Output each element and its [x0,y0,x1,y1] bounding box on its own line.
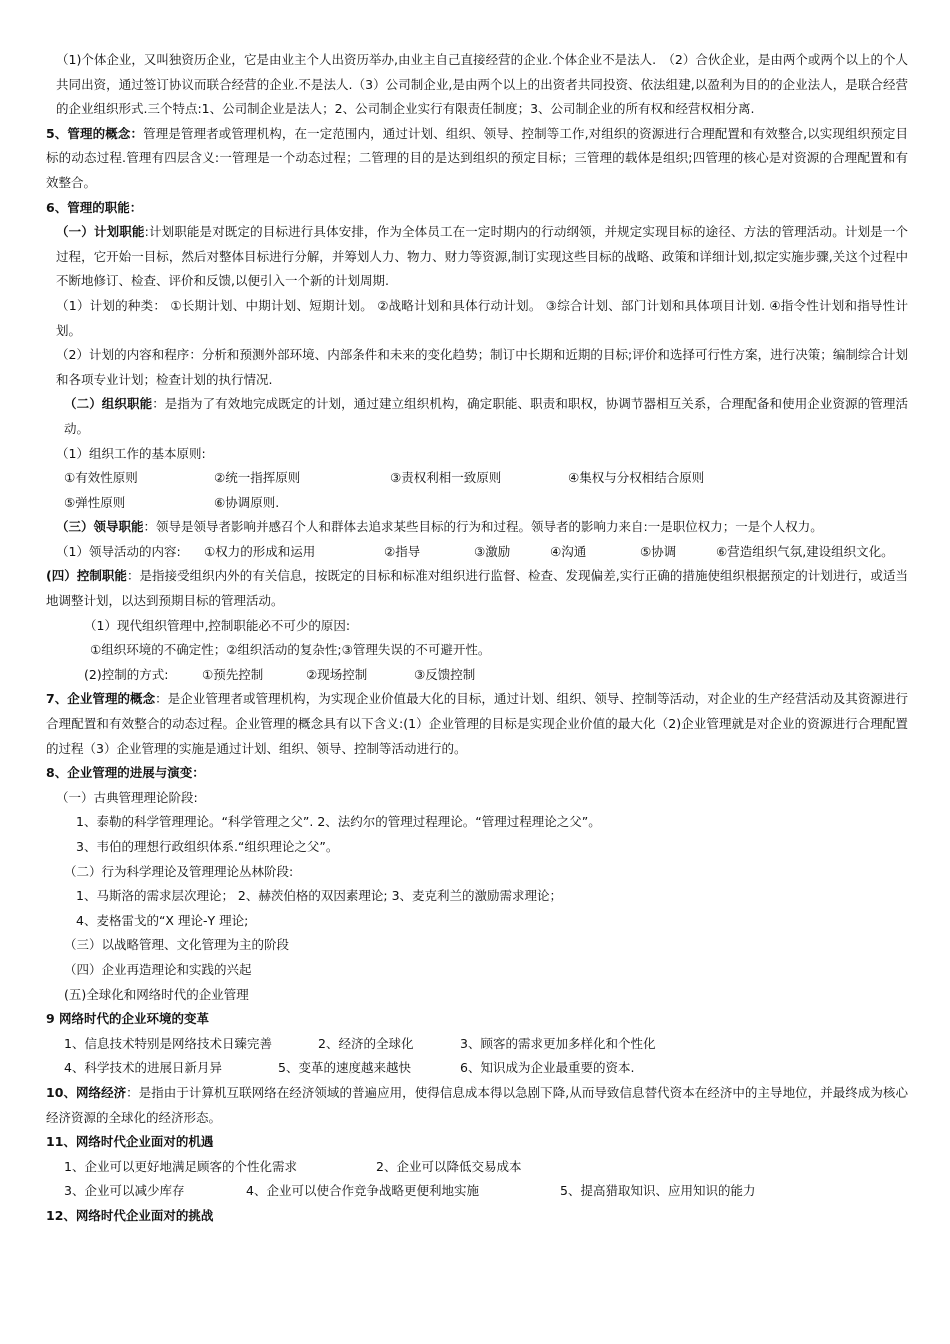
plan-function-body: :计划职能是对既定的目标进行具体安排，作为全体员工在一定时期内的行动纲领，并规定实现目标的途径、方法的管理活动。计划是一个过程，它开始一目标，然后对整体目标进行分解，并筹划人力、物力、财力等资源,制订实现这些目标的战略、政策和详细计划,拟定实施步骤,关这个过程中不断地修订、检查、评价和反馈,以便引入一个新的计划周期. [56,224,908,289]
control-function-heading: (四）控制职能 [46,568,127,584]
control-function [46,564,908,613]
org-function [46,392,908,441]
section-10-body: ：是指由于计算机互联网络在经济领域的普遍应用，使得信息成本得以急剧下降,从而导致信息替代资本在经济中的主导地位，并最终成为核心经济资源的全球化的经济形态。 [46,1084,908,1125]
section-5-heading: 5、管理的概念： [46,125,144,141]
org-principle-item: ①有效性原则 [64,470,138,486]
paragraph-enterprise-types: （1)个体企业，又叫独资历企业，它是由业主个人出资历举办,由业主自己直接经营的企业.个体企业不是法人. （2）合伙企业，是由两个或两个以上的个人共同出资，通过签订协议而联合经营的企业.不是法人.（3）公司制企业,是由两个以上的出资者共同投资、依法组建,以盈利为目的的企业法人，是联合经营的企业组织形式.三个特点:1、公司制企业是法人；2、公司制企业实行有限责任制度；3、公司制企业的所有权和经营权相分离. [56,52,908,117]
control-modes-title: (2)控制的方式: [84,666,169,682]
section-11-item: 5、提高猎取知识、应用知识的能力 [560,1183,756,1199]
org-principle-item: ④集权与分权相结合原则 [568,470,705,486]
control-reason-title: （1）现代组织管理中,控制职能必不可少的原因: [84,617,351,633]
org-principle-item: ③责权利相一致原则 [390,470,502,486]
org-principle-item: ⑥协调原则. [214,494,280,510]
lead-content-item: ②指导 [384,543,421,559]
section-8-line: 4、麦格雷戈的“X 理论-Y 理论; [76,912,249,928]
control-reasons: ①组织环境的不确定性；②组织活动的复杂性;③管理失误的不可避开性。 [90,642,491,658]
section-11-row-2 [46,1179,908,1204]
document-body [46,48,908,1229]
section-8-line: （一）古典管理理论阶段: [56,789,198,805]
section-8-line: 3、韦伯的理想行政组织体系.“组织理论之父”。 [76,839,339,854]
section-8-line: （二）行为科学理论及管理理论丛林阶段: [64,863,294,879]
org-function-heading: （二）组织职能 [64,396,153,412]
section-8-line: 1、马斯洛的需求层次理论； 2、赫茨伯格的双因素理论; 3、麦克利兰的激励需求理论； [76,888,563,904]
section-9-item: 2、经济的全球化 [318,1035,414,1051]
section-9-item: 6、知识成为企业最重要的资本. [460,1060,635,1076]
section-5 [46,122,908,196]
section-7-heading: 7、企业管理的概念 [46,691,156,707]
plan-kinds: （1）计划的种类： ①长期计划、中期计划、短期计划。 ②战略计划和具体行动计划。 ③综合计划、部门计划和具体项目计划. ④指令性计划和指导性计划。 [56,297,908,338]
control-modes-row [46,663,908,688]
section-8-line: (五)全球化和网络时代的企业管理 [64,986,249,1002]
lead-content-item: ③激励 [474,543,511,559]
section-8-line: （四）企业再造理论和实践的兴起 [64,961,252,977]
lead-content-item: ⑤协调 [640,543,677,559]
control-mode-item: ③反馈控制 [414,666,476,682]
lead-function-heading: （三）领导职能 [56,519,144,535]
plan-function-heading: （一）计划职能 [56,224,145,240]
lead-content-item: ①权力的形成和运用 [204,543,316,559]
lead-function-body: ：领导是领导者影响并感召个人和群体去追求某些目标的行为和过程。领导者的影响力来自:一是职位权力；一是个人权力。 [143,519,823,535]
section-11-row-1 [46,1155,908,1180]
control-mode-item: ①预先控制 [202,666,264,682]
org-function-body: ：是指为了有效地完成既定的计划，通过建立组织机构，确定职能、职责和职权，协调节器相互关系，合理配备和使用企业资源的管理活动。 [64,396,908,436]
section-11-item: 2、企业可以降低交易成本 [376,1158,522,1174]
org-principle-item: ⑤弹性原则 [64,494,126,510]
section-7-body: ：是企业管理者或管理机构，为实现企业价值最大化的目标，通过计划、组织、领导、控制等活动，对企业的生产经营活动及其资源进行合理配置和有效整合的动态过程。企业管理的概念具有以下含义:(1）企业管理的目标是实现企业价值的最大化（2)企业管理就是对企业的资源进行合理配置的过程（3）企业管理的实施是通过计划、组织、领导、控制等活动进行的。 [46,691,908,756]
section-11-item: 1、企业可以更好地满足顾客的个性化需求 [64,1158,297,1174]
section-9-row-1 [46,1032,908,1057]
section-9-item: 3、顾客的需求更加多样化和个性化 [460,1035,656,1051]
org-principle-item: ②统一指挥原则 [214,470,301,486]
section-12-heading: 12、网络时代企业面对的挑战 [46,1207,214,1223]
section-9-item: 5、变革的速度越来越快 [278,1060,411,1076]
lead-content-row [46,540,908,565]
org-principles-row-2 [46,491,908,516]
section-8-line: （三）以战略管理、文化管理为主的阶段 [64,937,290,953]
org-principles-row-1 [46,466,908,491]
section-9-heading: 9 网络时代的企业环境的变革 [46,1011,210,1027]
section-10 [46,1081,908,1130]
section-9-row-2 [46,1056,908,1081]
plan-content: （2）计划的内容和程序：分析和预测外部环境、内部条件和未来的变化趋势；制订中长期和近期的目标;评价和选择可行性方案，进行决策；编制综合计划和各项专业计划；检查计划的执行情况. [56,347,908,387]
section-11-heading: 11、网络时代企业面对的机遇 [46,1134,214,1150]
org-principles-title: （1）组织工作的基本原则: [56,445,206,461]
section-6-heading: 6、管理的职能： [46,199,143,215]
section-11-item: 4、企业可以使合作竞争战略更便利地实施 [246,1183,479,1199]
lead-content-item: ⑥营造组织气氛,建设组织文化。 [716,543,894,559]
section-9-item: 4、科学技术的进展日新月异 [64,1060,222,1076]
lead-function [46,515,908,540]
lead-content-item: ④沟通 [550,543,587,559]
section-10-heading: 10、网络经济 [46,1084,127,1100]
section-9-item: 1、信息技术特别是网络技术日臻完善 [64,1035,272,1051]
section-8-heading: 8、企业管理的进展与演变： [46,765,205,781]
control-mode-item: ②现场控制 [306,666,368,682]
section-5-body: 管理是管理者或管理机构，在一定范围内，通过计划、组织、领导、控制等工作,对组织的资源进行合理配置和有效整合,以实现组织预定目标的动态过程.管理有四层含义:一管理是一个动态过程；二管理的目的是达到组织的预定目标；三管理的载体是组织;四管理的核心是对资源的合理配置和有效整合。 [46,125,908,190]
section-7 [46,687,908,761]
control-function-body: ：是指接受组织内外的有关信息，按既定的目标和标准对组织进行监督、检查、发现偏差,实行正确的措施使组织根据预定的计划进行，或适当地调整计划，以达到预期目标的管理活动。 [46,568,908,609]
section-8-line: 1、泰勒的科学管理理论。“科学管理之父”. 2、法约尔的管理过程理论。“管理过程理论之父”。 [76,814,601,830]
section-11-item: 3、企业可以减少库存 [64,1183,185,1199]
lead-content-title: （1）领导活动的内容: [56,543,181,559]
plan-function [46,220,908,294]
